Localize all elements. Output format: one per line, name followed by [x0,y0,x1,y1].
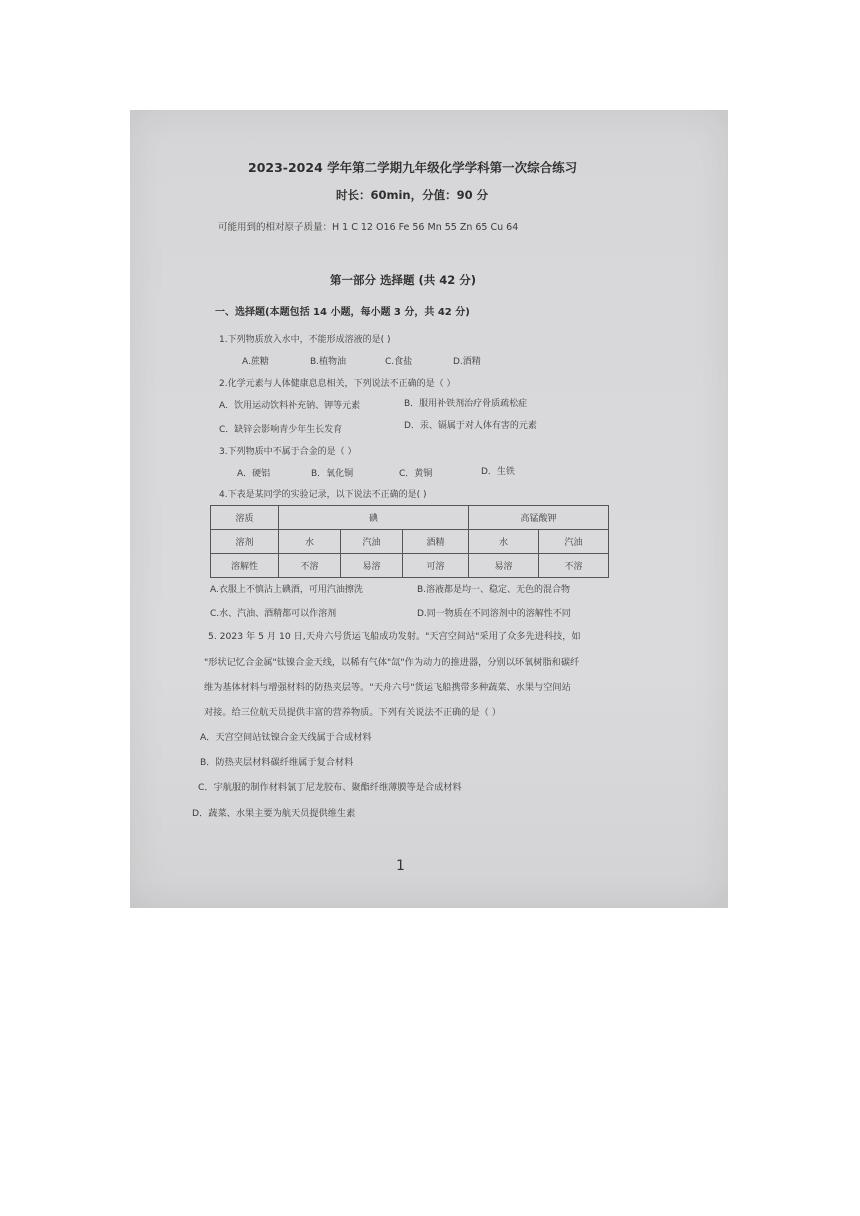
q1-option-b: B.植物油 [310,357,347,367]
q4-option-c: C.水、汽油、酒精都可以作溶剂 [210,609,337,619]
q3-option-b: B．氧化铜 [311,469,354,479]
q1-option-c: C.食盐 [385,357,413,367]
table-cell: 高锰酸钾 [469,506,609,530]
table-row [211,506,609,530]
q1-option-d: D.酒精 [453,357,481,367]
table-row [211,554,609,578]
q3-stem: 3.下列物质中不属于合金的是（ ） [219,447,357,457]
q5-line-1: 5. 2023 年 5 月 10 日,天舟六号货运飞船成功发射。"天宫空间站"采用了众多先进科技，如 [208,631,581,642]
q5-line-4: 对接。给三位航天员提供丰富的营养物质。下列有关说法不正确的是（ ） [204,707,501,718]
q2-option-a: A．饮用运动饮料补充钠、钾等元素 [219,401,361,411]
table-cell: 汽油 [341,530,403,554]
atomic-mass-line: 可能用到的相对原子质量：H 1 C 12 O16 Fe 56 Mn 55 Zn 65 Cu 64 [218,222,519,233]
q4-option-d: D.同一物质在不同溶剂中的溶解性不同 [417,609,571,619]
q3-option-d: D．生铁 [481,467,515,477]
table-cell: 碘 [279,506,469,530]
q2-stem: 2.化学元素与人体健康息息相关，下列说法不正确的是（ ） [219,379,456,389]
table-cell: 可溶 [403,554,469,578]
table-cell: 水 [469,530,539,554]
q4-option-a: A.衣服上不慎沾上碘酒，可用汽油擦洗 [210,585,363,595]
exam-duration: 时长：60min，分值：90 分 [336,188,489,202]
q5-option-a: A．天宫空间站钛镍合金天线属于合成材料 [200,732,372,743]
q2-option-c: C．缺锌会影响青少年生长发育 [219,425,343,435]
q5-option-b: B．防热夹层材料碳纤维属于复合材料 [200,757,354,768]
table-row [211,530,609,554]
exam-title: 2023-2024 学年第二学期九年级化学学科第一次综合练习 [248,160,578,175]
solubility-table [210,505,609,578]
q4-option-b: B.溶液都是均一、稳定、无色的混合物 [417,585,571,595]
q2-option-b: B．服用补铁剂治疗骨质疏松症 [404,399,528,409]
q3-option-a: A．硬铝 [237,469,271,479]
table-cell: 酒精 [403,530,469,554]
table-cell: 溶解性 [211,554,279,578]
table-cell: 易溶 [341,554,403,578]
part-title: 第一部分 选择题 (共 42 分) [330,273,477,287]
page-number: 1 [396,858,405,874]
q3-option-c: C．黄铜 [399,469,433,479]
q5-line-2: "形状记忆合金属"钛镍合金天线，以稀有气体"氙"作为动力的推进器，分别以环氧树脂和碳纤 [204,657,580,668]
table-cell: 水 [279,530,341,554]
table-cell: 易溶 [469,554,539,578]
table-cell: 不溶 [279,554,341,578]
q1-stem: 1.下列物质放入水中，不能形成溶液的是( ) [219,335,391,345]
q5-option-c: C．宇航服的制作材料氯丁尼龙胶布、聚酯纤维薄膜等是合成材料 [198,782,462,793]
q5-line-3: 维为基体材料与增强材料的防热夹层等。"天舟六号"货运飞船携带多种蔬菜、水果与空间站 [204,682,571,693]
q4-stem: 4.下表是某同学的实验记录，以下说法不正确的是( ) [219,490,427,500]
exam-photo [130,110,728,908]
q2-option-d: D．汞、镉属于对人体有害的元素 [404,421,537,431]
table-cell: 溶质 [211,506,279,530]
table-cell: 汽油 [539,530,609,554]
table-cell: 不溶 [539,554,609,578]
q5-option-d: D．蔬菜、水果主要为航天员提供维生素 [192,808,356,819]
q1-option-a: A.蔗糖 [242,357,269,367]
section-title: 一、选择题(本题包括 14 小题，每小题 3 分，共 42 分) [215,307,470,318]
table-cell: 溶剂 [211,530,279,554]
